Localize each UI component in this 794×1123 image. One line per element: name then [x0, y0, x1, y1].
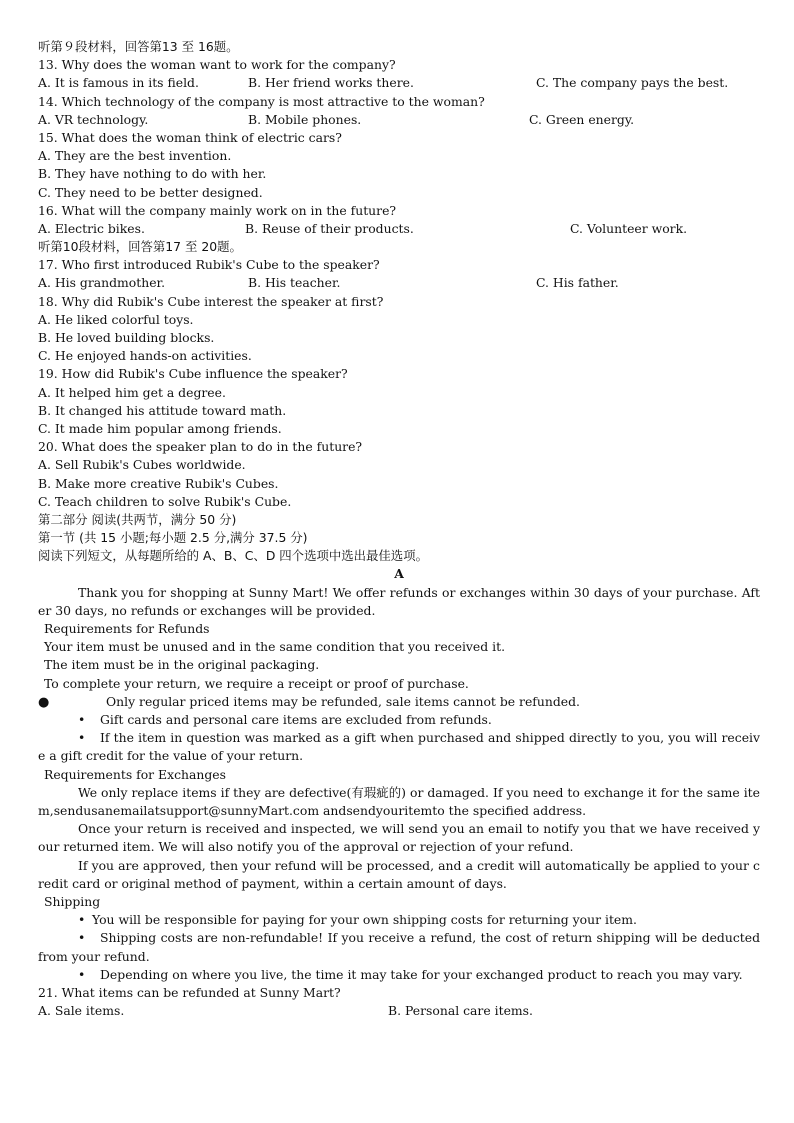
bullet-icon: • — [78, 966, 86, 982]
exchanges-heading: Requirements for Exchanges — [44, 766, 226, 782]
q18-stem: 18. Why did Rubik's Cube interest the speaker at first? — [38, 293, 384, 309]
exchanges-paragraph: We only replace items if they are defective(有瑕疵的) or damaged. If you need to exchange it for the same item,sendusanemailatsupport@sunnyMart.com andsendyouritemto the specified address. — [38, 784, 760, 818]
q18-option-b[interactable]: B. He loved building blocks. — [38, 330, 215, 345]
refunds-line-2: The item must be in the original packaging. — [44, 657, 320, 673]
q15-stem: 15. What does the woman think of electric cars? — [38, 129, 342, 145]
q17-option-b[interactable]: B. His teacher. — [248, 275, 341, 291]
q19-option-b[interactable]: B. It changed his attitude toward math. — [38, 402, 287, 418]
shipping-bullet-3-text: Depending on where you live, the time it may take for your exchanged product to reach you may vary. — [100, 966, 743, 982]
bullet-regular-items — [38, 693, 760, 711]
q19-option-a[interactable]: A. It helped him get a degree. — [38, 384, 226, 400]
q16-option-a[interactable]: A. Electric bikes. — [38, 220, 145, 236]
q19-stem: 19. How did Rubik's Cube influence the speaker? — [38, 366, 348, 382]
q20-option-a[interactable]: A. Sell Rubik's Cubes worldwide. — [38, 457, 246, 473]
q21-option-a[interactable]: A. Sale items. — [38, 1003, 125, 1019]
passage-label: A — [394, 566, 404, 582]
q13-option-b[interactable]: B. Her friend works there. — [248, 75, 414, 91]
bullet-icon: • — [78, 730, 86, 746]
part2-title: 第二部分 阅读(共两节，满分 50 分) — [38, 511, 237, 527]
bullet-gift-cards — [38, 711, 760, 729]
q19-option-c[interactable]: C. It made him popular among friends. — [38, 420, 282, 436]
q17-options — [38, 274, 760, 292]
exam-page — [38, 38, 760, 1020]
q17-option-a[interactable]: A. His grandmother. — [38, 275, 166, 291]
bullet-gift-cards-text: Gift cards and personal care items are excluded from refunds. — [100, 711, 492, 727]
q21-options — [38, 1002, 760, 1020]
bullet-gift-text: If the item in question was marked as a gift when purchased and shipped directly to you, you will receive a gift credit for the value of your return. — [38, 730, 760, 764]
q16-options — [38, 220, 760, 238]
q21-option-b[interactable]: B. Personal care items. — [388, 1003, 533, 1019]
bullet-icon: • — [78, 912, 86, 928]
q15-option-b[interactable]: B. They have nothing to do with her. — [38, 166, 267, 182]
shipping-bullet-1-text: You will be responsible for paying for your own shipping costs for returning your item. — [92, 912, 637, 928]
refunds-line-3: To complete your return, we require a receipt or proof of purchase. — [44, 675, 469, 691]
bullet-icon: • — [78, 711, 86, 727]
bullet-icon: • — [78, 930, 86, 946]
q13-options — [38, 74, 760, 92]
q13-option-a[interactable]: A. It is famous in its field. — [38, 75, 199, 91]
shipping-heading: Shipping — [44, 893, 101, 909]
passage-intro: Thank you for shopping at Sunny Mart! We offer refunds or exchanges within 30 days of your purchase. After 30 days, no refunds or exchanges will be provided. — [38, 584, 760, 618]
section1-title: 第一节 (共 15 小题;每小题 2.5 分,满分 37.5 分) — [38, 530, 308, 546]
q15-option-c[interactable]: C. They need to be better designed. — [38, 184, 263, 200]
q14-stem: 14. Which technology of the company is most attractive to the woman? — [38, 93, 485, 109]
shipping-bullet-2 — [38, 929, 760, 965]
q16-option-c[interactable]: C. Volunteer work. — [570, 220, 688, 236]
q20-stem: 20. What does the speaker plan to do in the future? — [38, 439, 363, 455]
reading-instructions: 阅读下列短文，从每题所给的 A、B、C、D 四个选项中选出最佳选项。 — [38, 548, 428, 564]
q16-stem: 16. What will the company mainly work on in the future? — [38, 202, 397, 218]
refunds-line-1: Your item must be unused and in the same condition that you received it. — [44, 639, 506, 655]
approval-paragraph: If you are approved, then your refund will be processed, and a credit will automatically be applied to your credit card or original method of payment, within a certain amount of days. — [38, 857, 760, 891]
shipping-bullet-2-text: Shipping costs are non-refundable! If you receive a refund, the cost of return shipping will be deducted from your refund. — [38, 930, 760, 964]
section10-intro: 听第10段材料，回答第17 至 20题。 — [38, 239, 242, 255]
q17-stem: 17. Who first introduced Rubik's Cube to the speaker? — [38, 257, 380, 273]
bullet-regular-text: Only regular priced items may be refunded, sale items cannot be refunded. — [106, 693, 580, 709]
q15-option-a[interactable]: A. They are the best invention. — [38, 148, 232, 164]
q13-stem: 13. Why does the woman want to work for the company? — [38, 57, 396, 73]
q20-option-c[interactable]: C. Teach children to solve Rubik's Cube. — [38, 493, 292, 509]
q20-option-b[interactable]: B. Make more creative Rubik's Cubes. — [38, 475, 279, 491]
q18-option-a[interactable]: A. He liked colorful toys. — [38, 311, 194, 327]
q13-option-c[interactable]: C. The company pays the best. — [536, 75, 729, 91]
shipping-bullet-1 — [38, 911, 760, 929]
q18-option-c[interactable]: C. He enjoyed hands-on activities. — [38, 348, 252, 364]
refunds-heading: Requirements for Refunds — [44, 621, 210, 637]
q14-option-a[interactable]: A. VR technology. — [38, 111, 149, 127]
black-dot-bullet-icon: ● — [38, 694, 50, 710]
section9-intro: 听第９段材料，回答第13 至 16题。 — [38, 39, 239, 54]
q14-option-b[interactable]: B. Mobile phones. — [248, 111, 362, 127]
q14-options — [38, 111, 760, 129]
q14-option-c[interactable]: C. Green energy. — [529, 111, 635, 127]
bullet-gift — [38, 729, 760, 765]
q21-stem: 21. What items can be refunded at Sunny Mart? — [38, 984, 341, 1000]
q16-option-b[interactable]: B. Reuse of their products. — [245, 220, 414, 236]
inspection-paragraph: Once your return is received and inspected, we will send you an email to notify you that we have received your returned item. We will also notify you of the approval or rejection of your refund. — [38, 821, 760, 855]
shipping-bullet-3 — [38, 966, 760, 984]
q17-option-c[interactable]: C. His father. — [536, 275, 619, 291]
